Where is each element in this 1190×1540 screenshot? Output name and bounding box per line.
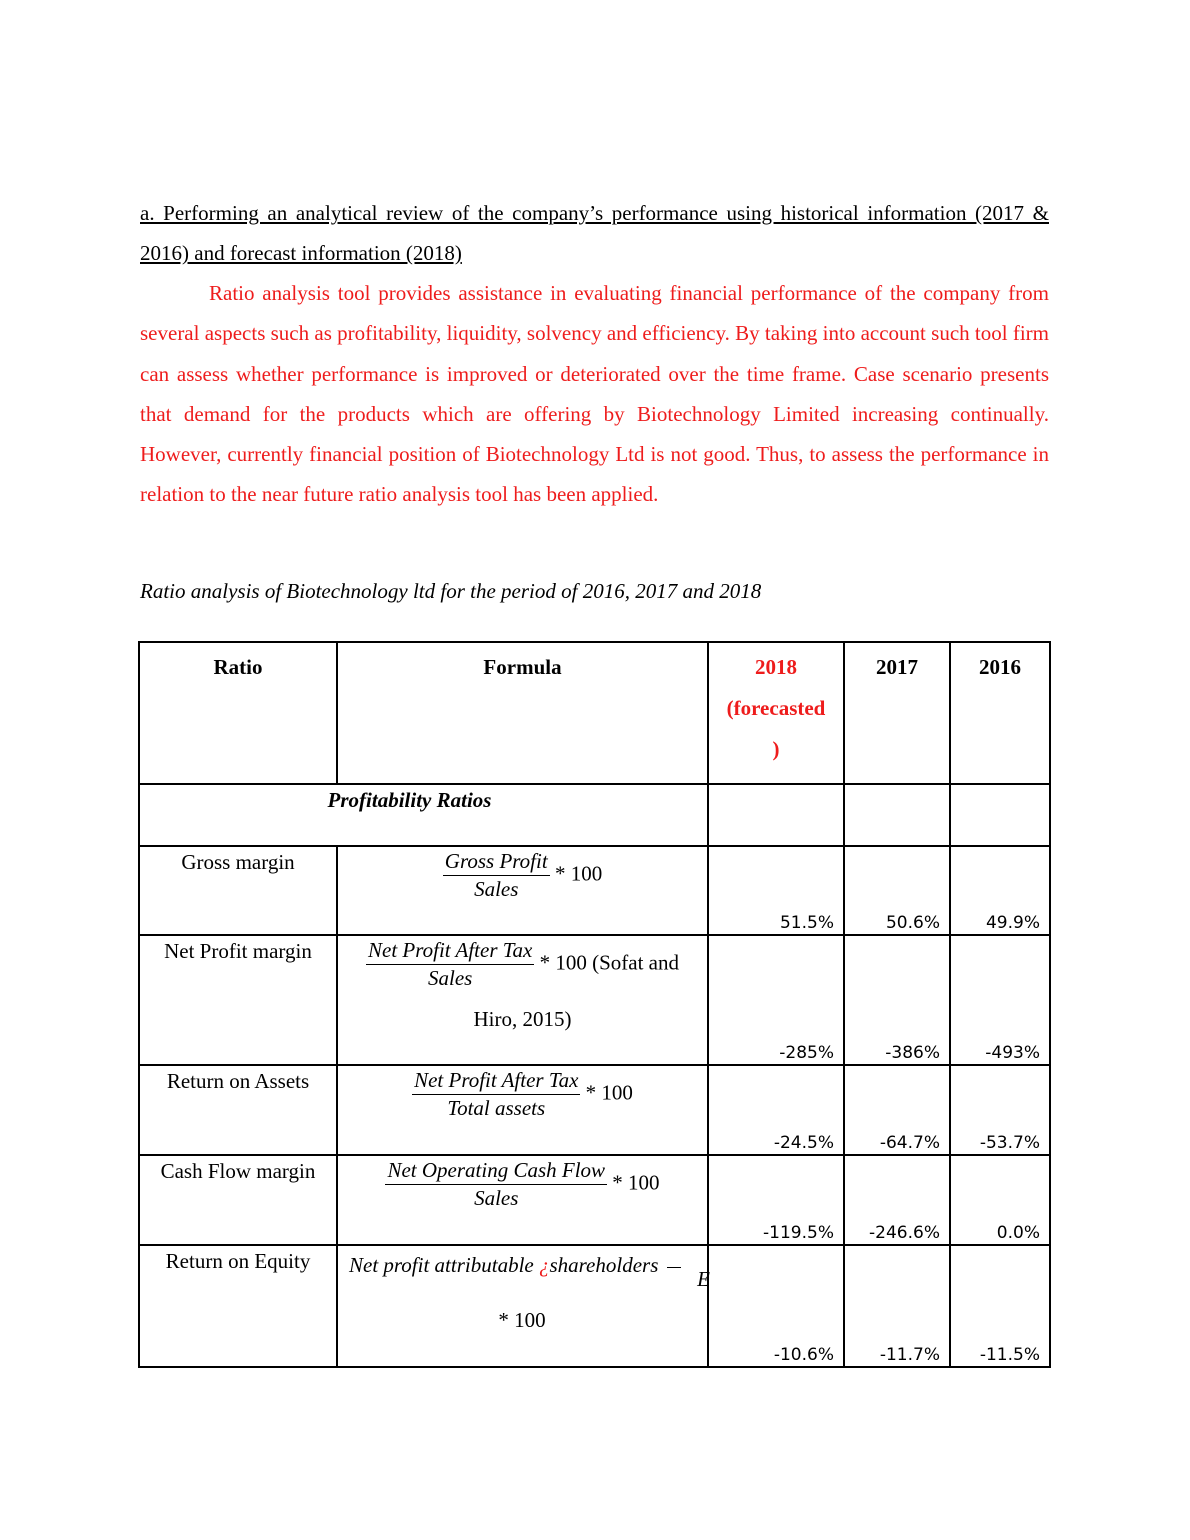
value-2017-text: -11.7%	[879, 1345, 940, 1365]
header-2017: 2017	[844, 642, 950, 784]
table-row	[139, 1065, 1050, 1155]
value-2018-text: 51.5%	[779, 913, 834, 933]
table-row	[139, 935, 1050, 1065]
table-header-row	[139, 642, 1050, 784]
value-2016-text: 49.9%	[985, 913, 1040, 933]
formula-fraction	[385, 1157, 607, 1212]
header-2018	[708, 642, 844, 784]
value-2016	[950, 846, 1050, 935]
value-2018-text: -24.5%	[773, 1133, 834, 1153]
value-2016	[950, 1155, 1050, 1245]
value-2017-text: -386%	[885, 1043, 940, 1063]
ratio-table	[138, 641, 1051, 1368]
section-cell-2016	[950, 784, 1050, 846]
ratio-formula	[337, 1065, 708, 1155]
value-2018	[708, 1245, 844, 1367]
ratio-name: Return on Equity	[139, 1245, 337, 1367]
value-2016	[950, 1065, 1050, 1155]
formula-suffix: * 100	[554, 861, 603, 886]
header-formula: Formula	[337, 642, 708, 784]
section-row	[139, 784, 1050, 846]
ratio-name: Return on Assets	[139, 1065, 337, 1155]
ratio-name: Net Profit margin	[139, 935, 337, 1065]
value-2018-text: -285%	[779, 1043, 834, 1063]
table-row	[139, 846, 1050, 935]
header-2018-line2: (forecasted	[726, 696, 826, 720]
value-2018	[708, 1155, 844, 1245]
table-row	[139, 1155, 1050, 1245]
ratio-formula	[337, 1155, 708, 1245]
section-title-text: Profitability Ratios	[327, 788, 492, 812]
value-2017	[844, 1245, 950, 1367]
ratio-formula	[337, 846, 708, 935]
formula-numerator: Net Operating Cash Flow	[385, 1157, 607, 1185]
table-row	[139, 1245, 1050, 1367]
ratio-name: Gross margin	[139, 846, 337, 935]
header-2016: 2016	[950, 642, 1050, 784]
value-2017-text: 50.6%	[885, 913, 940, 933]
fraction-bar	[667, 1267, 681, 1268]
formula-part2: shareholders	[549, 1253, 659, 1277]
value-2018	[708, 1065, 844, 1155]
value-2017	[844, 846, 950, 935]
section-cell-2017	[844, 784, 950, 846]
formula-citation: Hiro, 2015)	[473, 1007, 572, 1031]
formula-suffix: * 100	[612, 1170, 660, 1195]
roe-formula-line	[338, 1246, 710, 1291]
value-2016-text: -11.5%	[979, 1345, 1040, 1365]
formula-denominator: Total assets	[447, 1096, 546, 1120]
formula-numerator: Net Profit After Tax	[366, 937, 534, 965]
formula-suffix: * 100	[585, 1080, 633, 1105]
ratio-formula	[337, 935, 708, 1065]
section-cell-2018	[708, 784, 844, 846]
value-2016	[950, 1245, 1050, 1367]
value-2018	[708, 935, 844, 1065]
value-2016-text: -493%	[985, 1043, 1040, 1063]
ratio-formula	[337, 1245, 708, 1367]
value-2017	[844, 935, 950, 1065]
value-2017-text: -246.6%	[869, 1223, 940, 1243]
formula-denominator: Sales	[428, 966, 473, 990]
value-2018	[708, 846, 844, 935]
header-2018-line3: )	[772, 737, 780, 761]
section-title	[139, 784, 708, 846]
document-page	[140, 193, 1049, 1365]
ratio-name: Cash Flow margin	[139, 1155, 337, 1245]
value-2018-text: -10.6%	[773, 1345, 834, 1365]
value-2018-text: -119.5%	[763, 1223, 834, 1243]
header-ratio: Ratio	[139, 642, 337, 784]
formula-part1: Net profit attributable	[349, 1253, 534, 1277]
value-2017	[844, 1155, 950, 1245]
formula-fraction	[443, 848, 550, 903]
formula-numerator: Net Profit After Tax	[412, 1067, 580, 1095]
value-2016-text: -53.7%	[979, 1133, 1040, 1153]
table-caption: Ratio analysis of Biotechnology ltd for the period of 2016, 2017 and 2018	[140, 579, 762, 603]
formula-fraction	[366, 937, 534, 992]
value-2016-text: 0.0%	[996, 1223, 1040, 1243]
formula-symbol: ¿	[538, 1253, 550, 1277]
formula-denominator: Sales	[474, 1186, 519, 1210]
formula-numerator: Gross Profit	[443, 848, 550, 876]
formula-suffix: * 100	[498, 1308, 546, 1332]
value-2016	[950, 935, 1050, 1065]
formula-fraction	[412, 1067, 580, 1122]
value-2017-text: -64.7%	[879, 1133, 940, 1153]
header-2018-line1: 2018	[755, 655, 797, 679]
value-2017	[844, 1065, 950, 1155]
formula-suffix: * 100 (Sofat and	[539, 950, 679, 975]
formula-denominator: Sales	[474, 877, 519, 901]
formula-truncated: E	[697, 1267, 710, 1291]
section-heading: a. Performing an analytical review of the company’s performance using historical information (2017 & 2016) and forecast information (2018)	[140, 201, 1049, 265]
intro-paragraph: Ratio analysis tool provides assistance in evaluating financial performance of the company from several aspects such as profitability, liquidity, solvency and efficiency. By taking into account such tool firm can assess whether performance is improved or deteriorated over the time frame. Case scenario presents that demand for the products which are offering by Biotechnology Limited increasing continually. However, currently financial position of Biotechnology Ltd is not good. Thus, to assess the performance in relation to the near future ratio analysis tool has been applied.	[140, 281, 1049, 507]
